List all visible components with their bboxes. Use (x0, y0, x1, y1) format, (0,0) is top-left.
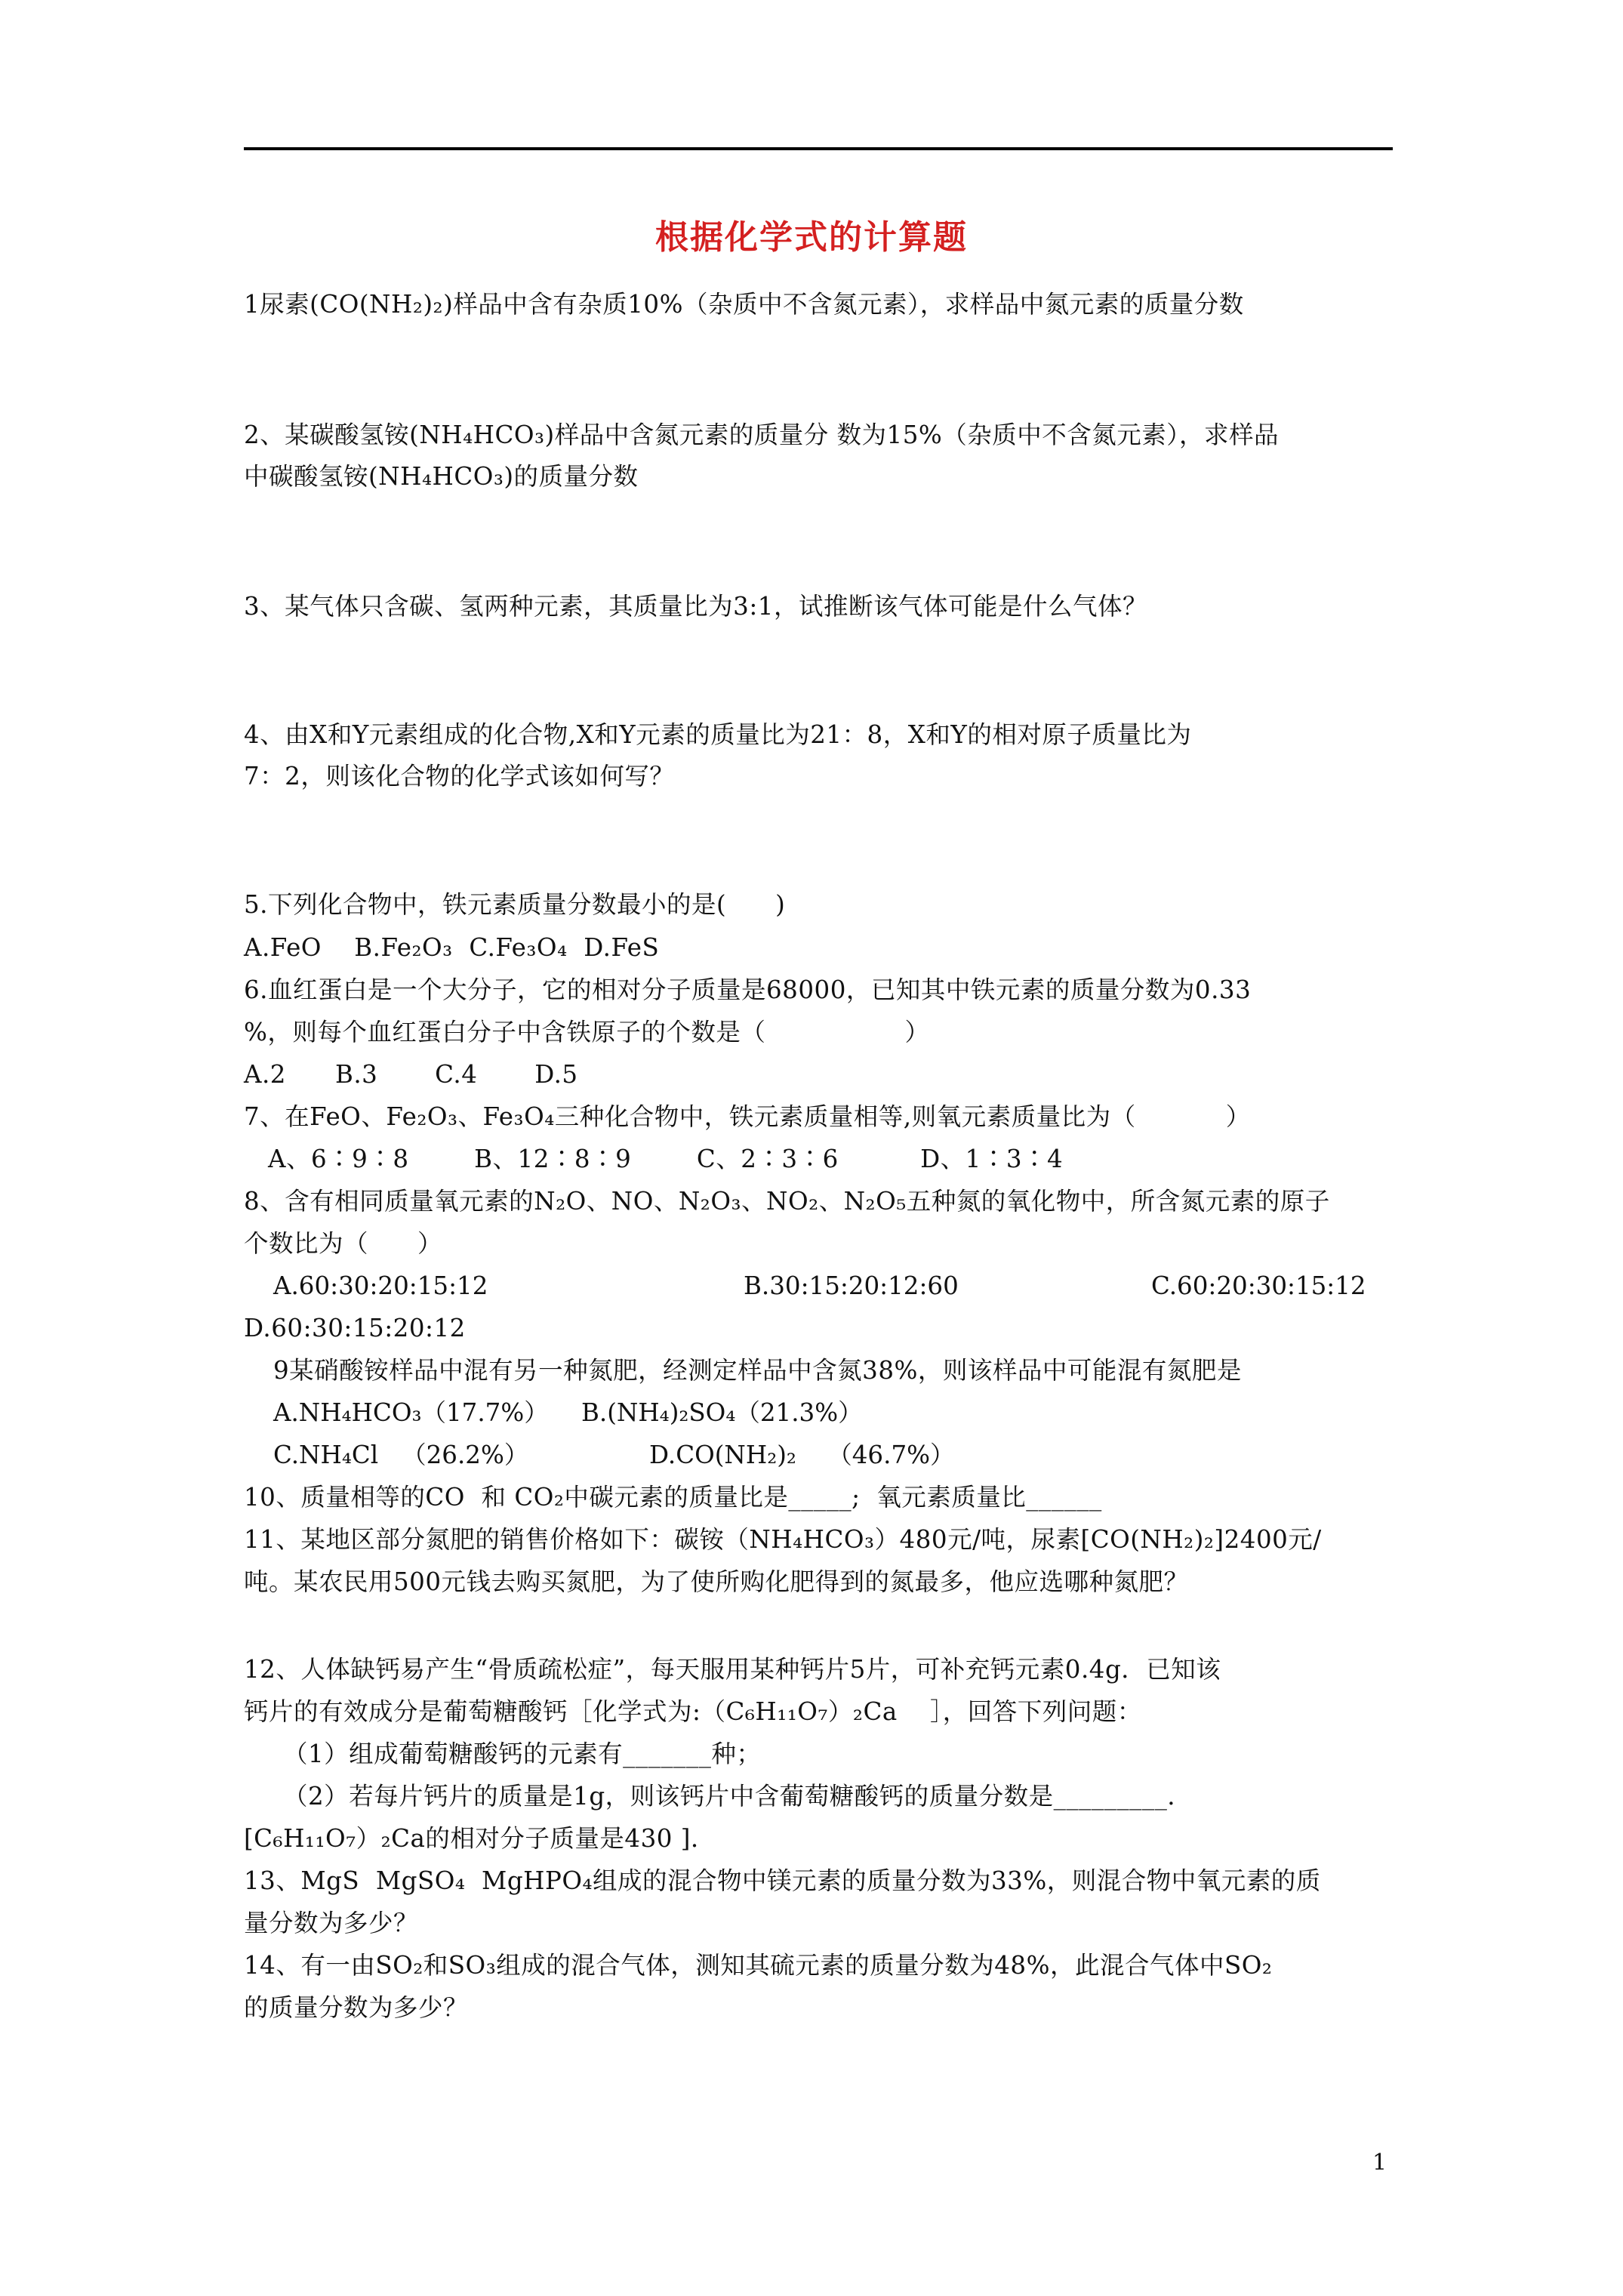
question-8-option-c: C.60:20:30:15:12 (1151, 1271, 1366, 1300)
question-8-option-a: A.60:30:20:15:12 (273, 1271, 488, 1300)
question-7-options: A、6∶9∶8 B、12∶8∶9 C、2∶3∶6 D、1∶3∶4 (268, 1145, 1064, 1173)
question-5: 5.下列化合物中，铁元素质量分数最小的是( ) (244, 890, 786, 919)
question-4-line-2: 7：2，则该化合物的化学式该如何写？ (244, 762, 675, 791)
question-14-line-2: 的质量分数为多少？ (244, 1993, 469, 2022)
question-2-line-2: 中碳酸氢铵(NH₄HCO₃)的质量分数 (244, 462, 639, 491)
question-8-line-1: 8、含有相同质量氧元素的N₂O、NO、N₂O₃、NO₂、N₂O₅五种氮的氧化物中，所含氮元素的原子 (244, 1187, 1330, 1216)
question-4-line-1: 4、由X和Y元素组成的化合物,X和Y元素的质量比为21：8，X和Y的相对原子质量比为 (244, 720, 1192, 749)
question-11-line-2: 吨。某农民用500元钱去购买氮肥，为了使所购化肥得到的氮最多，他应选哪种氮肥？ (244, 1567, 1189, 1596)
header-rule (244, 147, 1393, 150)
question-9-option-c: C.NH₄Cl （26.2%） (273, 1441, 529, 1469)
question-3: 3、某气体只含碳、氢两种元素，其质量比为3:1，试推断该气体可能是什么气体？ (244, 592, 1147, 621)
question-12-part-1: （1）组成葡萄糖酸钙的元素有_______种； (283, 1740, 762, 1768)
question-2-line-1: 2、某碳酸氢铵(NH₄HCO₃)样品中含氮元素的质量分 数为15%（杂质中不含氮元素），求样品 (244, 421, 1280, 449)
question-8-option-b: B.30:15:20:12:60 (744, 1271, 959, 1300)
question-12-line-1: 12、人体缺钙易产生“骨质疏松症”，每天服用某种钙片5片，可补充钙元素0.4g．已知该 (244, 1655, 1221, 1684)
question-9-option-b: B.(NH₄)₂SO₄（21.3%） (581, 1398, 863, 1427)
question-5-options: A.FeO B.Fe₂O₃ C.Fe₃O₄ D.FeS (244, 933, 660, 962)
question-9-option-d: D.CO(NH₂)₂ （46.7%） (649, 1441, 955, 1469)
question-8-line-2: 个数比为（ ） (244, 1229, 442, 1258)
question-8-option-d: D.60:30:15:20:12 (244, 1314, 466, 1342)
question-12-line-2: 钙片的有效成分是葡萄糖酸钙［化学式为:（C₆H₁₁O₇）₂Ca ］，回答下列问题： (244, 1697, 1142, 1726)
page-title: 根据化学式的计算题 (655, 218, 968, 257)
question-13-line-1: 13、MgS MgSO₄ MgHPO₄组成的混合物中镁元素的质量分数为33%，则混合物中氧元素的质 (244, 1866, 1321, 1895)
question-1: 1尿素(CO(NH₂)₂)样品中含有杂质10%（杂质中不含氮元素），求样品中氮元素的质量分数 (244, 290, 1244, 319)
question-6-line-1: 6.血红蛋白是一个大分子，它的相对分子质量是68000，已知其中铁元素的质量分数为0.33 (244, 975, 1252, 1004)
question-12-note: [C₆H₁₁O₇）₂Ca的相对分子质量是430 ]． (244, 1824, 716, 1853)
question-11-line-1: 11、某地区部分氮肥的销售价格如下：碳铵（NH₄HCO₃）480元/吨，尿素[CO(NH₂)₂]2400元/ (244, 1525, 1322, 1554)
question-7: 7、在FeO、Fe₂O₃、Fe₃O₄三种化合物中，铁元素质量相等,则氧元素质量比为（ ） (244, 1102, 1251, 1131)
question-6-line-2: %，则每个血红蛋白分子中含铁原子的个数是（ ） (244, 1018, 930, 1046)
question-6-options: A.2 B.3 C.4 D.5 (244, 1060, 578, 1089)
question-12-part-2: （2）若每片钙片的质量是1g，则该钙片中含葡萄糖酸钙的质量分数是_________． (283, 1782, 1193, 1811)
question-9: 9某硝酸铵样品中混有另一种氮肥，经测定样品中含氮38%，则该样品中可能混有氮肥是 (273, 1356, 1242, 1385)
page-number: 1 (1372, 2150, 1387, 2176)
question-13-line-2: 量分数为多少？ (244, 1909, 419, 1937)
question-14-line-1: 14、有一由SO₂和SO₃组成的混合气体，测知其硫元素的质量分数为48%，此混合气体中SO₂ (244, 1951, 1273, 1980)
question-9-option-a: A.NH₄HCO₃（17.7%） (273, 1398, 549, 1427)
question-10: 10、质量相等的CO 和 CO₂中碳元素的质量比是_____; 氧元素质量比______ (244, 1483, 1102, 1512)
